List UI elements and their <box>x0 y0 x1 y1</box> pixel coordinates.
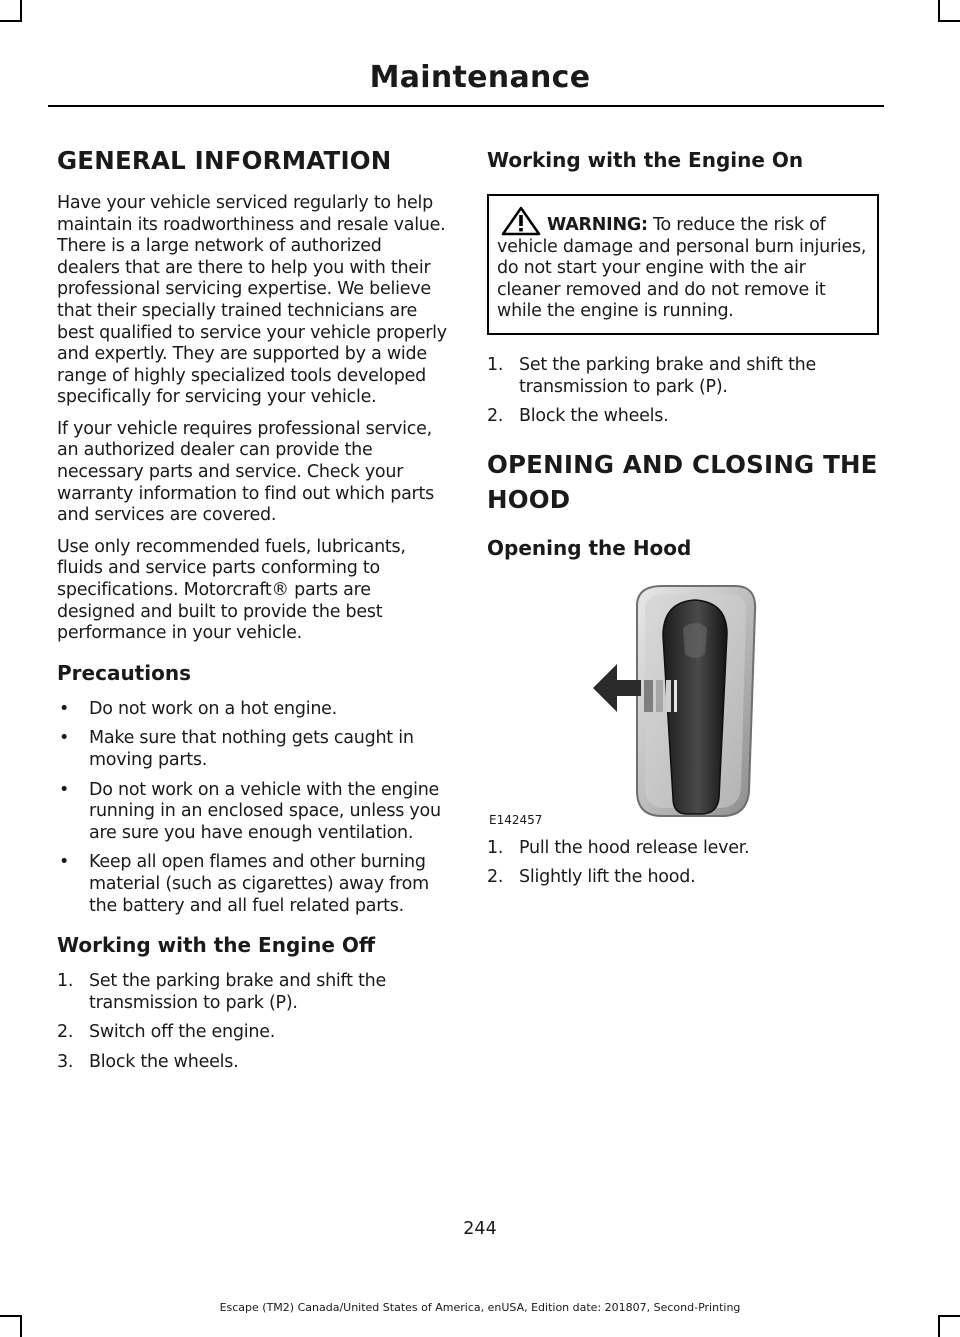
bullet-marker: • <box>59 728 70 749</box>
step-number: 1. <box>487 837 504 858</box>
bullet-marker: • <box>59 698 70 719</box>
intro-paragraph-3: Use only recommended fuels, lubricants, fluids and service parts conforming to specifications. Motorcraft® parts are designed and built to provide the best performance in your vehicle. <box>57 536 406 644</box>
list-item <box>57 780 449 845</box>
engine-on-steps <box>487 355 883 428</box>
bullet-marker: • <box>59 852 70 873</box>
footer-edition-info: Escape (TM2) Canada/United States of America, enUSA, Edition date: 201807, Second-Printing <box>219 1301 741 1314</box>
crop-mark-top-right-v <box>938 0 940 22</box>
list-item <box>487 406 883 428</box>
warning-triangle-icon <box>501 206 541 236</box>
hood-heading-line-1: OPENING AND CLOSING THE <box>487 449 878 479</box>
list-item <box>57 1052 449 1074</box>
crop-mark-top-left-v <box>20 0 22 22</box>
list-item <box>487 838 883 860</box>
engine-on-heading: Working with the Engine On <box>487 148 804 172</box>
page-title: Maintenance <box>369 60 591 95</box>
list-item <box>487 867 883 889</box>
right-column <box>487 140 883 897</box>
opening-hood-heading: Opening the Hood <box>487 535 692 560</box>
list-item-text: Block the wheels. <box>519 406 669 427</box>
step-number: 2. <box>487 406 504 427</box>
warning-label: WARNING: <box>547 215 648 235</box>
engine-off-steps <box>57 971 449 1073</box>
hood-release-figure <box>487 576 883 826</box>
figure-id: E142457 <box>489 812 543 827</box>
list-item <box>487 355 883 398</box>
crop-mark-top-left-h <box>0 20 22 22</box>
step-number: 1. <box>57 971 74 992</box>
bullet-marker: • <box>59 779 70 800</box>
warning-box <box>487 194 879 335</box>
crop-mark-bottom-left-v <box>20 1315 22 1337</box>
step-number: 2. <box>57 1022 74 1043</box>
precautions-heading: Precautions <box>57 660 191 685</box>
list-item-text: Do not work on a hot engine. <box>89 698 337 719</box>
step-number: 3. <box>57 1051 74 1072</box>
warning-text: To reduce the risk of vehicle damage and personal burn injuries, do not start your engine with the air cleaner removed and do not remove it while the engine is running. <box>497 215 867 322</box>
list-item <box>57 1022 449 1044</box>
list-item <box>57 852 449 917</box>
list-item-text: Switch off the engine. <box>89 1022 276 1043</box>
hood-heading <box>487 450 883 514</box>
step-number: 2. <box>487 867 504 888</box>
crop-mark-bottom-right-v <box>938 1315 940 1337</box>
engine-off-heading: Working with the Engine Off <box>57 933 376 958</box>
crop-mark-top-right-h <box>938 20 960 22</box>
precautions-list <box>57 699 449 917</box>
list-item-text: Set the parking brake and shift the transmission to park (P). <box>89 971 387 1013</box>
list-item-text: Pull the hood release lever. <box>519 837 750 858</box>
intro-paragraph-1: Have your vehicle serviced regularly to help maintain its roadworthiness and resale value. There is a large network of authorized dealers that are there to help you with their professional servicing expertise. We believe that their specially trained technicians are best qualified to service your vehicle properly and expertly. They are supported by a wide range of highly specialized tools developed specifically for servicing your vehicle. <box>57 192 447 408</box>
page-number: 244 <box>463 1219 497 1239</box>
list-item <box>57 971 449 1014</box>
step-number: 1. <box>487 354 504 375</box>
crop-mark-bottom-right-h <box>938 1315 960 1317</box>
list-item-text: Slightly lift the hood. <box>519 867 696 888</box>
list-item-text: Set the parking brake and shift the transmission to park (P). <box>519 354 817 397</box>
left-column <box>57 140 449 1082</box>
hood-release-lever-illustration <box>487 576 883 826</box>
list-item-text: Block the wheels. <box>89 1051 239 1072</box>
crop-mark-bottom-left-h <box>0 1315 22 1317</box>
list-item-text: Make sure that nothing gets caught in moving parts. <box>89 728 414 770</box>
header-divider <box>48 105 884 107</box>
list-item-text: Keep all open flames and other burning material (such as cigarettes) away from the battery and all fuel related parts. <box>89 852 429 916</box>
opening-steps <box>487 838 883 889</box>
list-item <box>57 728 449 771</box>
hood-heading-line-2: HOOD <box>487 484 571 514</box>
list-item <box>57 699 449 721</box>
intro-paragraph-2: If your vehicle requires professional service, an authorized dealer can provide the necessary parts and service. Check your warranty information to find out which parts and services are covered. <box>57 418 434 526</box>
list-item-text: Do not work on a vehicle with the engine running in an enclosed space, unless you are sure you have enough ventilation. <box>89 779 441 843</box>
general-information-heading: GENERAL INFORMATION <box>57 146 392 175</box>
